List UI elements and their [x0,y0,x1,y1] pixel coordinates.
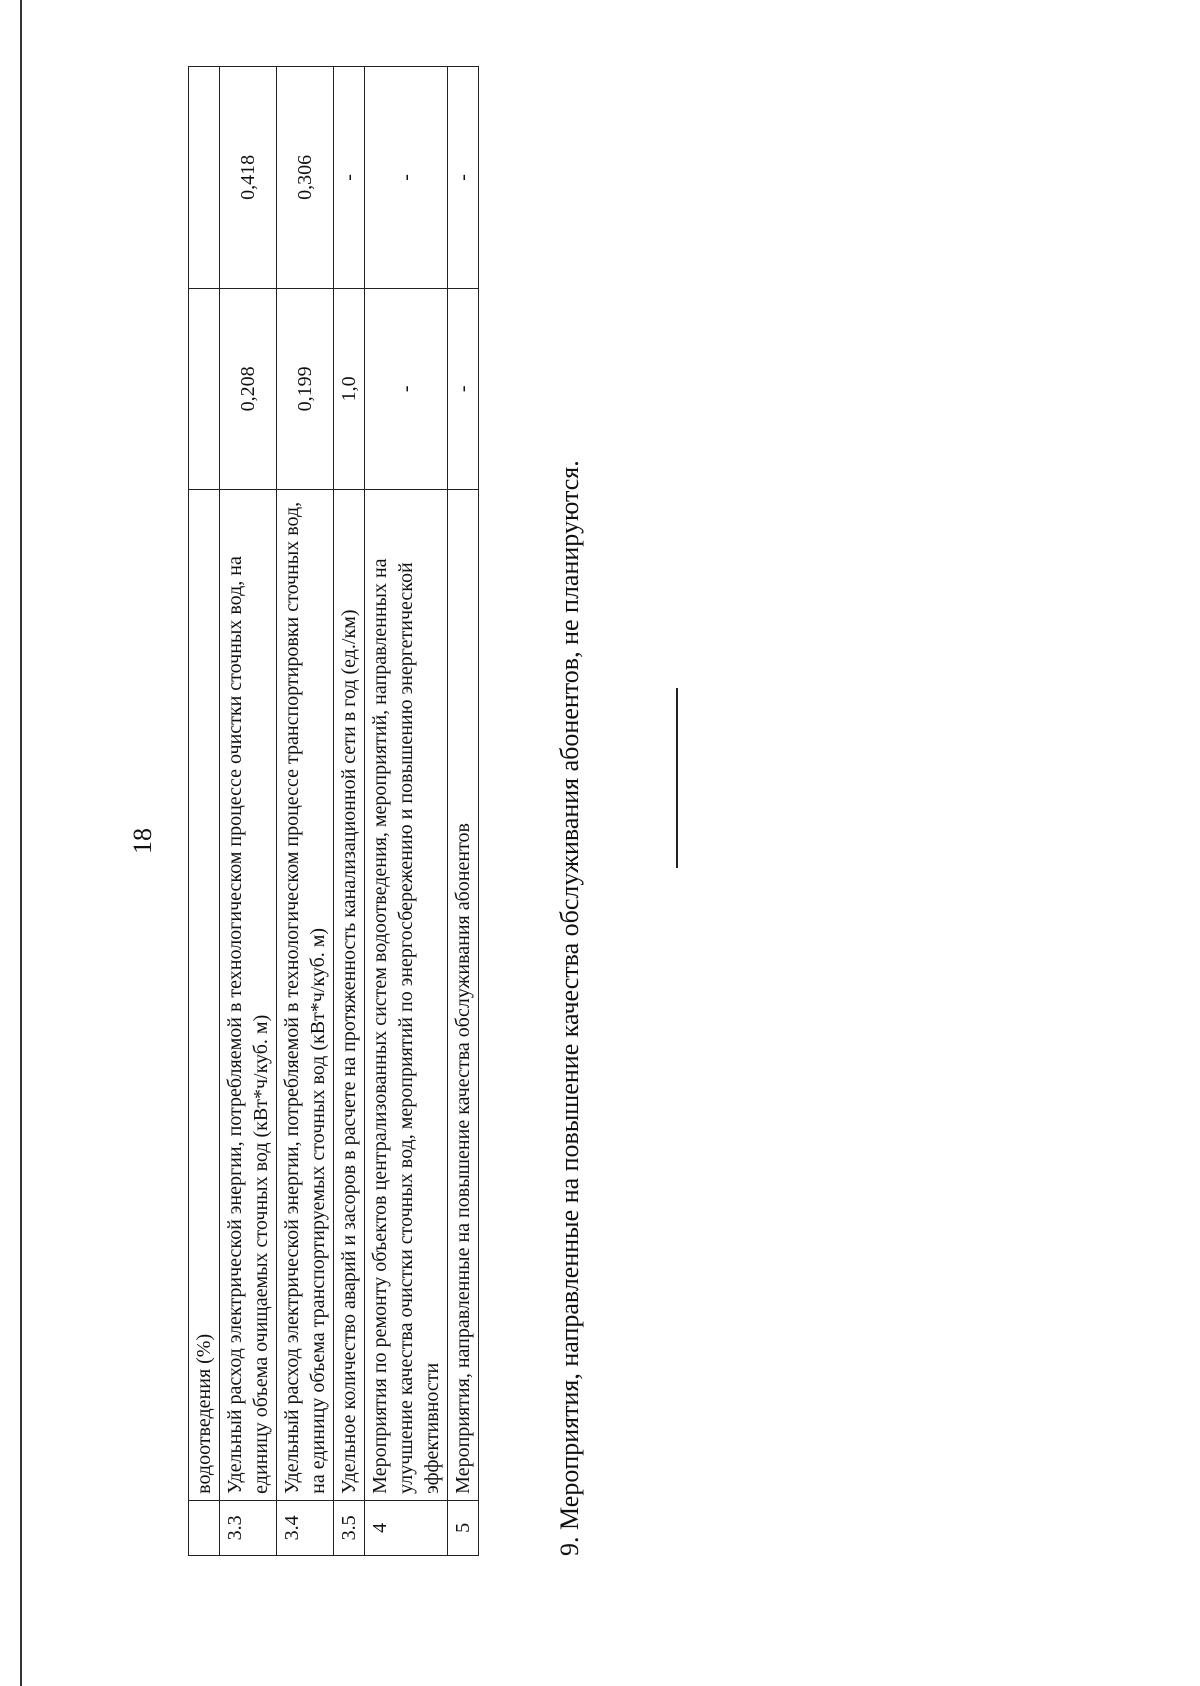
row-number: 4 [365,1500,448,1555]
page-number: 18 [128,828,157,854]
row-name: Удельный расход электрической энергии, потребляемой в технологическом процессе очистки сточных вод, на единицу объема очищаемых сточных вод (кВт*ч/куб. м) [220,489,277,1500]
row-number: 3.4 [277,1500,334,1555]
row-value-1: 1,0 [334,288,365,489]
row-value-1: - [365,288,448,489]
row-number: 3.3 [220,1500,277,1555]
table-row [189,67,220,1556]
row-value-2: 0,418 [220,67,277,289]
row-name: Мероприятия по ремонту объектов централизованных систем водоотведения, мероприятий, направленных на улучшение качества очистки сточных вод, мероприятий по энергосбережению и повышению энергетической эффективности [365,489,448,1500]
table-row [334,67,365,1556]
row-value-2: 0,306 [277,67,334,289]
row-name: Мероприятия, направленные на повышение качества обслуживания абонентов [448,489,479,1500]
row-value-1: 0,208 [220,288,277,489]
row-name: водоотведения (%) [189,489,220,1500]
footer-note: 9. Мероприятия, направленные на повышение качества обслуживания абонентов, не планируются. [555,460,584,1556]
row-number: 3.5 [334,1500,365,1555]
closing-rule [676,688,678,868]
row-number: 5 [448,1500,479,1555]
row-value-2: - [334,67,365,289]
row-value-2: - [365,67,448,289]
table-row [220,67,277,1556]
table-row [277,67,334,1556]
table-row [448,67,479,1556]
row-number [189,1500,220,1555]
row-value-1 [189,288,220,489]
row-name: Удельное количество аварий и засоров в расчете на протяженность канализационной сети в год (ед./км) [334,489,365,1500]
row-value-2 [189,67,220,289]
row-value-2: - [448,67,479,289]
table-row [365,67,448,1556]
indicators-table [188,66,479,1556]
row-value-1: 0,199 [277,288,334,489]
row-name: Удельный расход электрической энергии, потребляемой в технологическом процессе транспортировки сточных вод, на единицу объема транспортируемых сточных вод (кВт*ч/куб. м) [277,489,334,1500]
row-value-1: - [448,288,479,489]
